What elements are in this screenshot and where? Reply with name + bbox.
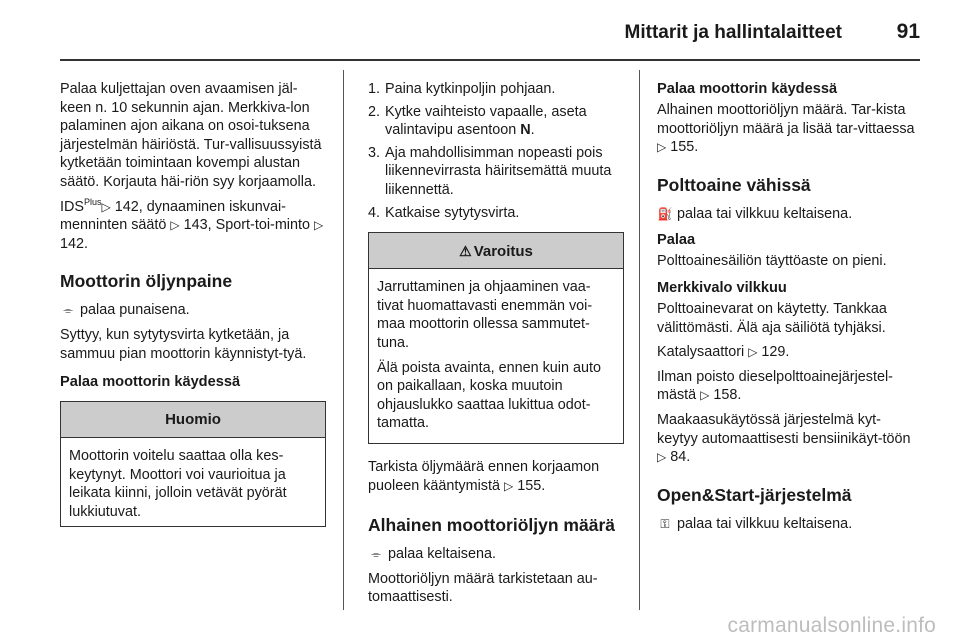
- oil-pressure-text: palaa punaisena.: [76, 302, 190, 319]
- watermark: carmanualsonline.info: [727, 614, 936, 637]
- warning-box: [368, 232, 624, 444]
- column-2: [368, 80, 624, 613]
- note-body: Moottorin voitelu saattaa olla kes-keytynyt. Moottori voi vaurioitua ja leikata kiinni, jolloin vetävät pyörät lukkiutuvat.: [69, 448, 287, 520]
- paragraph-oil-pressure: Syttyy, kun sytytysvirta kytketään, ja sammuu pian moottorin käynnistyt-tyä.: [60, 326, 307, 362]
- warning-paragraph-2: Älä poista avainta, ennen kuin auto on paikallaan, koska muutoin ohjauslukko saattaa lukittua odot-tamatta.: [377, 359, 602, 432]
- list-item: 1. Paina kytkinpoljin pohjaan.: [368, 81, 556, 97]
- reference-arrow-icon: ▷: [657, 450, 667, 465]
- ids-plus-superscript: Plus: [84, 196, 102, 207]
- paragraph-ids-references: [60, 198, 326, 254]
- heading-palaa: Palaa: [657, 232, 696, 249]
- paragraph-ids-warning: Palaa kuljettajan oven avaamisen jäl-keen n. 10 sekunnin ajan. Merkkiva-lon palaminen ajon aikana on osoi-tuksena järjestelmän häiriöstä. Tur-vallisuussyistä kytketään toimintaan kovempi alustan säätö. Korjauta häi-riön syy korjaamolla.: [60, 81, 322, 190]
- heading-blinking: Merkkivalo vilkkuu: [657, 279, 787, 296]
- paragraph-palaa: Polttoainesäiliön täyttöaste on pieni.: [657, 253, 887, 270]
- heading-low-oil: Alhainen moottoriöljyn määrä: [368, 515, 615, 536]
- column-1: [60, 80, 326, 541]
- warning-title: Varoitus: [473, 243, 533, 261]
- reference-arrow-icon: ▷: [170, 218, 180, 233]
- paragraph-low-oil-level: Alhainen moottoriöljyn määrä. Tar-kista moottoriöljyn määrä ja lisää tar-vittaessa ▷ 155.: [657, 102, 915, 156]
- paragraph-check-oil: Tarkista öljymäärä ennen korjaamon puoleen kääntymistä ▷ 155.: [368, 458, 600, 494]
- fuel-indicator-line: ⛽ palaa tai vilkkuu keltaisena.: [657, 205, 853, 222]
- column-3: [657, 80, 921, 539]
- ids-ref-text: 142, dynaaminen iskunvai-menninten säätö: [60, 198, 286, 234]
- page-number: 91: [896, 20, 920, 43]
- key-fob-icon: ⚿: [660, 516, 670, 531]
- low-oil-indicator-line: ⌯ palaa keltaisena.: [368, 545, 624, 564]
- warning-header: [369, 233, 623, 269]
- reference-arrow-icon: ▷: [314, 218, 324, 233]
- reference-arrow-icon: ▷: [101, 199, 111, 214]
- paragraph-catalyst: Katalysaattori ▷ 129.: [657, 344, 790, 361]
- page-header: [0, 0, 960, 62]
- ids-label: IDS: [60, 198, 84, 215]
- list-item: 3. Aja mahdollisimman nopeasti pois liikennevirrasta häiritsemättä muuta liikennettä.: [368, 144, 612, 198]
- list-item: 2. Kytke vaihteisto vapaalle, aseta valintavipu asentoon N.: [368, 103, 587, 139]
- reference-arrow-icon: ▷: [504, 478, 514, 493]
- paragraph-natural-gas: Maakaasukäytössä järjestelmä kyt-keytyy automaattisesti bensiinikäyt-töön ▷ 84.: [657, 411, 911, 466]
- steps-list: [368, 80, 624, 222]
- header-divider: [60, 59, 920, 61]
- heading-running-1: Palaa moottorin käydessä: [60, 374, 241, 391]
- list-item: 4. Katkaise sytytysvirta.: [368, 204, 520, 221]
- reference-arrow-icon: ▷: [700, 388, 710, 403]
- warning-paragraph-1: Jarruttaminen ja ohjaaminen vaa-tivat huomattavasti enemmän voi-maa moottorin ollessa sammutet-tuna.: [377, 279, 593, 351]
- oil-can-icon: ⌯: [63, 303, 73, 318]
- column-divider-1: [343, 70, 344, 610]
- note-title: Huomio: [61, 402, 325, 438]
- paragraph-auto-check: Moottoriöljyn määrä tarkistetaan au-tomaattisesti.: [368, 570, 598, 606]
- heading-open-start: Open&Start-järjestelmä: [657, 484, 852, 505]
- heading-running-2: Palaa moottorin käydessä: [657, 81, 838, 97]
- note-box: [60, 401, 326, 526]
- chapter-title: Mittarit ja hallintalaitteet: [624, 22, 842, 43]
- fuel-pump-icon: ⛽: [657, 206, 673, 221]
- reference-arrow-icon: ▷: [748, 345, 758, 360]
- open-start-indicator-line: ⚿ palaa tai vilkkuu keltaisena.: [657, 515, 921, 534]
- reference-arrow-icon: ▷: [657, 140, 667, 155]
- paragraph-blinking: Polttoainevarat on käytetty. Tankkaa välittömästi. Älä aja säiliötä tyhjäksi.: [657, 300, 887, 336]
- column-divider-2: [639, 70, 640, 610]
- heading-oil-pressure: Moottorin öljynpaine: [60, 271, 233, 292]
- heading-fuel-low: Polttoaine vähissä: [657, 174, 811, 195]
- oil-level-icon: ⌯: [371, 547, 381, 562]
- ids-ref-text-3: 142.: [60, 235, 89, 252]
- warning-triangle-icon: ⚠: [459, 243, 472, 260]
- paragraph-diesel-bleed: Ilman poisto dieselpolttoainejärjestel-mästä ▷ 158.: [657, 368, 893, 404]
- oil-pressure-indicator-line: [60, 301, 326, 320]
- warning-body: [369, 269, 623, 443]
- ids-ref-text-2: 143, Sport-toi-minto: [179, 217, 315, 234]
